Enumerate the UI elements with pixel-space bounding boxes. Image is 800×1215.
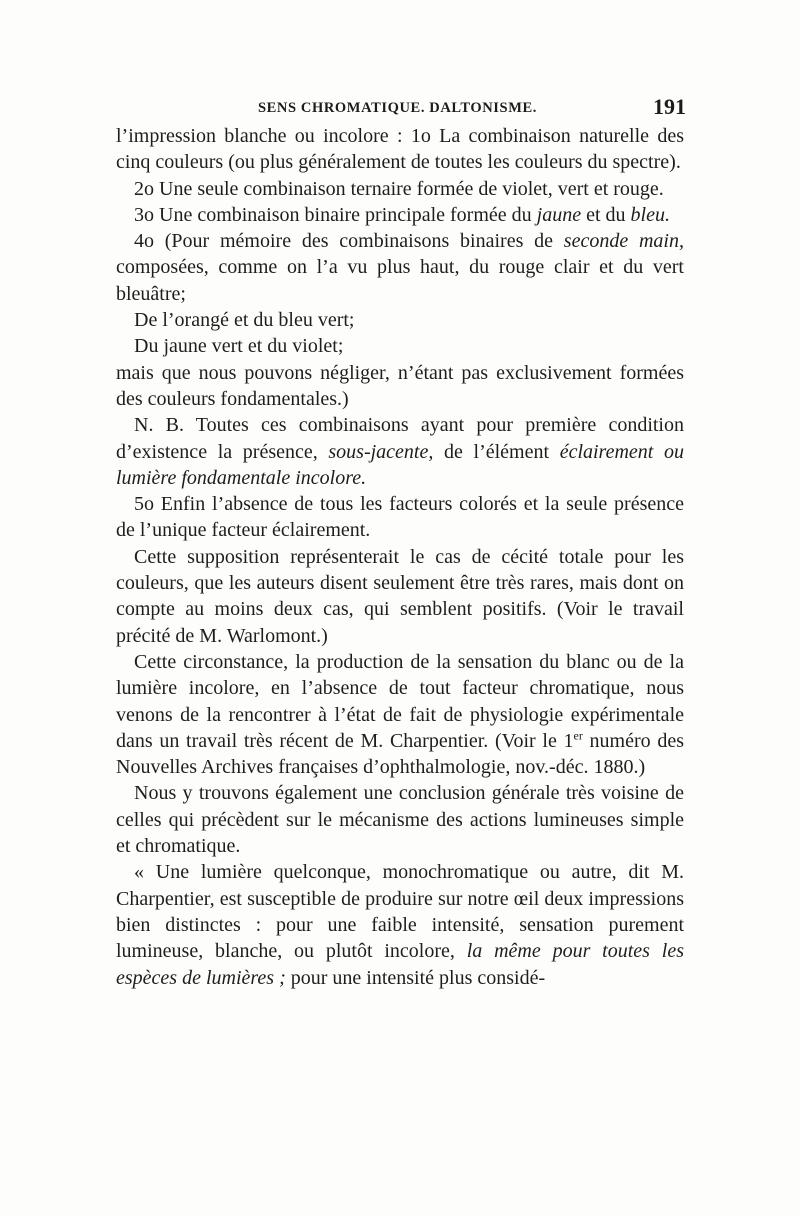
italic-la-meme: la même pour toutes les espèces de lumières ;: [116, 940, 684, 989]
paragraph-neglect: mais que nous pouvons négliger, n’étant pas exclusivement formées des couleurs fondamentales.): [116, 361, 684, 410]
paragraph-conclusion: Nous y trouvons également une conclusion générale très voisine de celles qui précèdent sur le mécanisme des actions lumineuses simple et chromatique.: [116, 782, 684, 858]
paragraph-circumstance: [116, 649, 684, 780]
paragraph-ternary-combination: 2o Une seule combinaison ternaire formée de violet, vert et rouge.: [134, 177, 664, 200]
italic-sous-jacente: sous-jacente,: [328, 440, 434, 463]
paragraph-orange-blue: De l’orangé et du bleu vert;: [134, 309, 355, 332]
paragraph-nota-bene: [116, 412, 684, 491]
page-number: 191: [653, 94, 686, 119]
italic-jaune: jaune: [536, 203, 582, 226]
paragraph-quotation: [116, 859, 684, 990]
page-body: [116, 123, 684, 991]
text-run: pour une intensité plus considé-: [285, 966, 546, 989]
italic-bleu: bleu.: [630, 203, 670, 226]
page-header: [116, 96, 686, 124]
text-run: « Une lumière quelconque, monochromatique ou autre, dit M. Charpentier, est susceptible de produire sur notre œil deux impressions bien distinctes : pour une faible intensité, sensation purement lumineuse, blanche, ou plutôt incolore,: [116, 861, 684, 963]
paragraph-absence-colored: 5o Enfin l’absence de tous les facteurs colorés et la seule présence de l’unique facteur éclairement.: [116, 493, 684, 542]
text-run: composées, comme on l’a vu plus haut, du rouge clair et du vert bleuâtre;: [116, 256, 684, 305]
italic-eclairement: éclairement ou lumière fondamentale incolore.: [116, 440, 684, 489]
text-run: Cette circonstance, la production de la sensation du blanc ou de la lumière incolore, en l’absence de tout facteur chromatique, nous venons de la rencontrer à l’état de fait de physiologie expérimentale dans un travail très récent de M. Charpentier. (Voir le 1: [116, 650, 684, 752]
paragraph-yellow-violet: Du jaune vert et du violet;: [134, 335, 344, 358]
superscript-er: er: [573, 728, 583, 743]
paragraph-total-blindness: Cette supposition représenterait le cas de cécité totale pour les couleurs, que les auteurs disent seulement être très rares, mais dont on compte au moins deux cas, qui semblent positifs. (Voir le travail précité de M. Warlomont.): [116, 545, 684, 647]
text-run: de l’élément: [433, 440, 560, 463]
paragraph-binary-combination: [116, 202, 684, 228]
text-run: 4o (Pour mémoire des combinaisons binaires de: [134, 230, 564, 253]
text-run: N. B. Toutes ces combinaisons ayant pour première condition d’existence la présence,: [116, 414, 684, 463]
paragraph-combination-natural: l’impression blanche ou incolore : 1o La combinaison naturelle des cinq couleurs (ou plus généralement de toutes les couleurs du spectre).: [116, 125, 684, 174]
italic-seconde-main: seconde main,: [563, 230, 684, 253]
text-run: numéro des Nouvelles Archives françaises d’ophthalmologie, nov.-déc. 1880.): [116, 729, 684, 779]
text-run: 3o Une combinaison binaire principale formée du: [134, 203, 537, 226]
running-head: SENS CHROMATIQUE. DALTONISME.: [258, 100, 537, 116]
text-run: et du: [581, 203, 631, 226]
paragraph-secondary-combinations: [116, 228, 684, 307]
